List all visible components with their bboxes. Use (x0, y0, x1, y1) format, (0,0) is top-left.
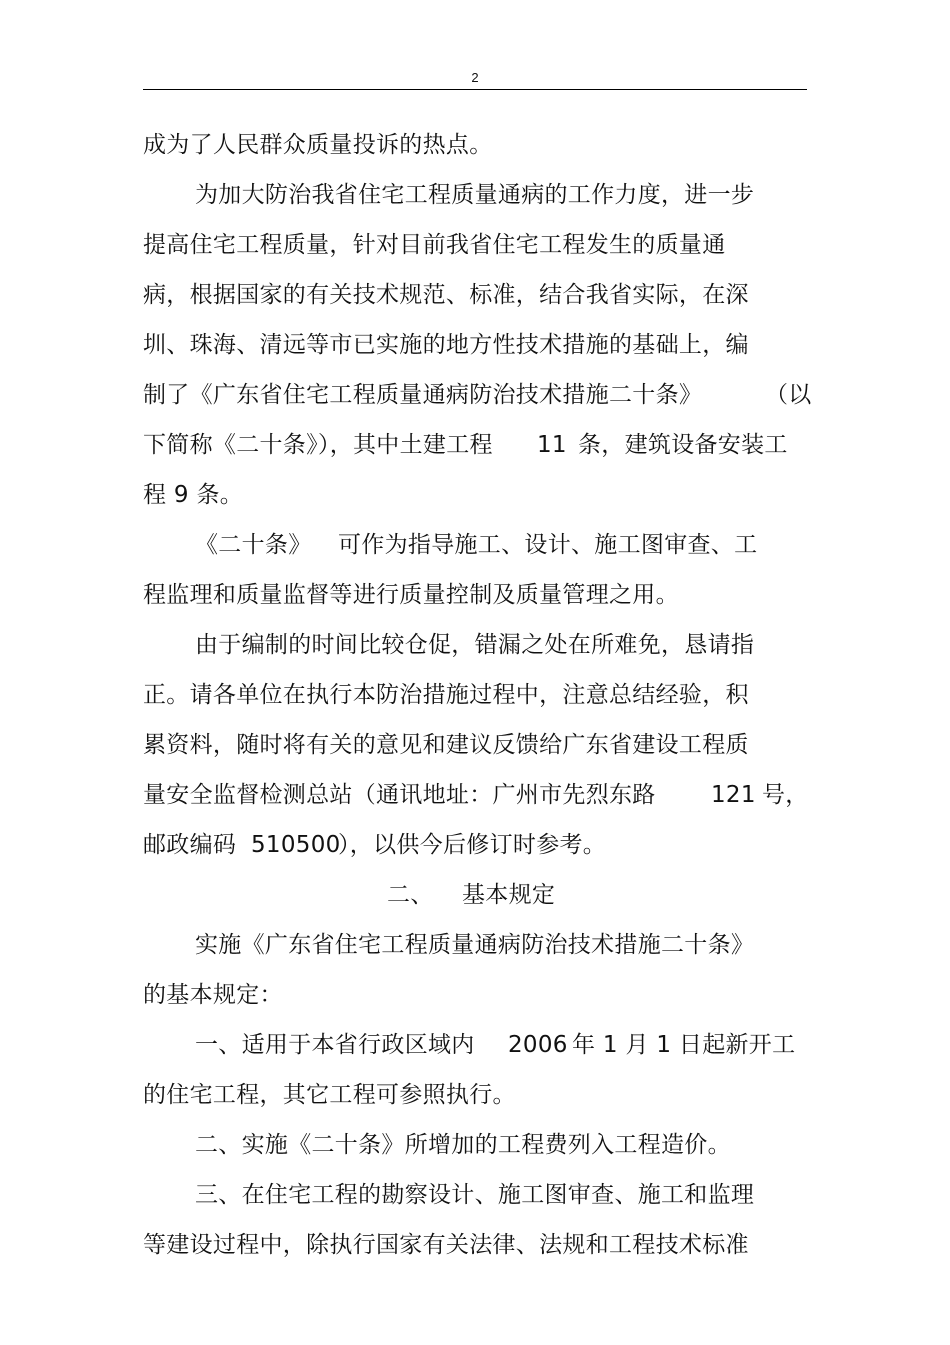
text-line: 邮政编码 (143, 832, 237, 858)
section-heading: 基本规定 (462, 882, 556, 908)
page-number: 2 (471, 70, 479, 85)
text-line: 的基本规定： (143, 982, 283, 1008)
text-line: 提高住宅工程质量，针对目前我省住宅工程发生的质量通 (143, 232, 726, 258)
text-line: 121 (711, 782, 756, 808)
text-line: 程监理和质量监督等进行质量控制及质量管理之用。 (143, 582, 679, 608)
text-line: 成为了人民群众质量投诉的热点。 (143, 132, 493, 158)
text-line: 下简称《二十条》），其中土建工程 (143, 432, 493, 458)
text-line: 为加大防治我省住宅工程质量通病的工作力度，进一步 (195, 182, 755, 208)
text-line: 累资料，随时将有关的意见和建议反馈给广东省建设工程质 (143, 732, 749, 758)
text-line: 制了《广东省住宅工程质量通病防治技术措施二十条》 (143, 382, 703, 408)
text-line: 号， (762, 782, 809, 808)
text-line: 量安全监督检测总站（通讯地址：广州市先烈东路 (143, 782, 656, 808)
text-line: ），以供今后修订时参考。 (338, 832, 607, 858)
text-line: 11 (537, 432, 567, 458)
text-line: 病，根据国家的有关技术规范、标准，结合我省实际，在深 (143, 282, 749, 308)
text-line: 的住宅工程，其它工程可参照执行。 (143, 1082, 516, 1108)
text-line: 可作为指导施工、设计、施工图审查、工 (338, 532, 758, 558)
text-line: （以 (765, 382, 812, 408)
text-line: 等建设过程中，除执行国家有关法律、法规和工程技术标准 (143, 1232, 749, 1258)
text-line: 一、适用于本省行政区域内 (195, 1032, 475, 1058)
text-line: 《二十条》 (195, 532, 312, 558)
text-line: 2006 (508, 1032, 568, 1058)
text-line: 实施《广东省住宅工程质量通病防治技术措施二十条》 (195, 932, 755, 958)
text-line: 圳、珠海、清远等市已实施的地方性技术措施的基础上，编 (143, 332, 749, 358)
text-line: 年 1 月 1 日起新开工 (572, 1032, 796, 1058)
text-line: 由于编制的时间比较仓促，错漏之处在所难免，恳请指 (195, 632, 755, 658)
text-line: 二、实施《二十条》所增加的工程费列入工程造价。 (195, 1132, 731, 1158)
text-line: 条，建筑设备安装工 (578, 432, 788, 458)
text-line: 三、在住宅工程的勘察设计、施工图审查、施工和监理 (195, 1182, 755, 1208)
header-rule (143, 89, 807, 90)
text-line: 510500 (251, 832, 341, 858)
text-line: 程 9 条。 (143, 482, 244, 508)
section-heading-number: 二、 (387, 882, 434, 908)
text-line: 正。请各单位在执行本防治措施过程中，注意总结经验，积 (143, 682, 749, 708)
